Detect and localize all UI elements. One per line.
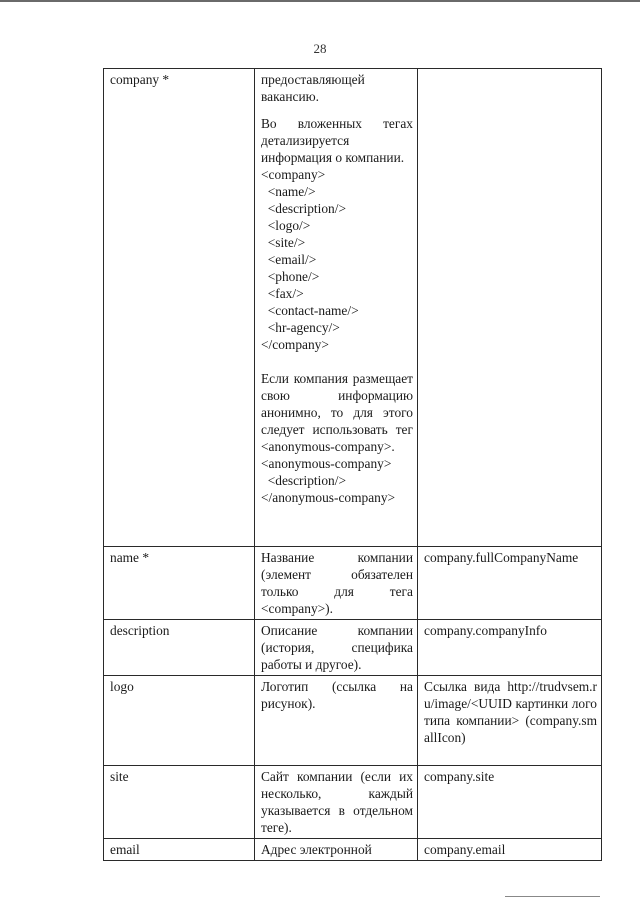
table-row-name bbox=[104, 547, 602, 620]
code-line: <fax/> bbox=[261, 286, 304, 301]
field-name: name * bbox=[110, 550, 150, 565]
description-cell: Адрес электронной bbox=[255, 839, 418, 861]
code-line: <contact-name/> bbox=[261, 303, 359, 318]
description-paragraph: предоставляющей вакансию. bbox=[261, 72, 365, 104]
mapping-cell: Ссылка вида http://trudvsem.ru/image/<UUID картинки логотипа компании> (company.smallIcon) bbox=[418, 676, 602, 766]
field-name: description bbox=[110, 623, 170, 638]
description-cell bbox=[255, 69, 418, 547]
top-rule bbox=[0, 0, 640, 2]
bottom-rule bbox=[505, 896, 600, 897]
field-cell bbox=[104, 69, 255, 547]
code-line: <hr-agency/> bbox=[261, 320, 340, 335]
company-tag-structure bbox=[261, 166, 413, 353]
code-line: <email/> bbox=[261, 252, 317, 267]
table-row-site bbox=[104, 766, 602, 839]
field-cell bbox=[104, 766, 255, 839]
mapping-cell bbox=[418, 69, 602, 547]
mapping-cell: company.site bbox=[418, 766, 602, 839]
table-row-logo bbox=[104, 676, 602, 766]
anonymous-paragraph: Если компания размещает свою информацию анонимно, то для этого следует использовать тег <anonymous-company>. bbox=[261, 371, 413, 454]
code-line: <site/> bbox=[261, 235, 306, 250]
description-cell: Описание компании (история, специфика работы и другое). bbox=[255, 620, 418, 676]
code-line: <logo/> bbox=[261, 218, 311, 233]
code-line: <company> bbox=[261, 167, 326, 182]
code-line: <phone/> bbox=[261, 269, 320, 284]
description-cell: Логотип (ссылка на рисунок). bbox=[255, 676, 418, 766]
page-number: 28 bbox=[313, 41, 327, 56]
field-cell bbox=[104, 676, 255, 766]
field-name: site bbox=[110, 769, 129, 784]
code-line: </company> bbox=[261, 337, 329, 352]
field-cell bbox=[104, 547, 255, 620]
mapping-cell: company.companyInfo bbox=[418, 620, 602, 676]
field-cell bbox=[104, 839, 255, 861]
code-line: <name/> bbox=[261, 184, 316, 199]
description-cell: Название компании (элемент обязателен только для тега <company>). bbox=[255, 547, 418, 620]
field-name: email bbox=[110, 842, 140, 857]
field-name: logo bbox=[110, 679, 134, 694]
mapping-cell: company.fullCompanyName bbox=[418, 547, 602, 620]
description-paragraph: Во вложенных тегах детализируется информация о компании. bbox=[261, 116, 413, 165]
spacer bbox=[261, 353, 413, 370]
code-line: </anonymous-company> bbox=[261, 490, 396, 505]
field-mapping-table bbox=[103, 68, 602, 861]
anonymous-tag-structure bbox=[261, 455, 413, 506]
mapping-cell: company.email bbox=[418, 839, 602, 861]
code-line: <description/> bbox=[261, 473, 347, 488]
code-line: <description/> bbox=[261, 201, 347, 216]
field-cell bbox=[104, 620, 255, 676]
table-row-email bbox=[104, 839, 602, 861]
table-row-description bbox=[104, 620, 602, 676]
description-cell: Сайт компании (если их несколько, каждый указывается в отдельном теге). bbox=[255, 766, 418, 839]
field-name: company * bbox=[110, 72, 170, 87]
table-row-company bbox=[104, 69, 602, 547]
code-line: <anonymous-company> bbox=[261, 456, 392, 471]
